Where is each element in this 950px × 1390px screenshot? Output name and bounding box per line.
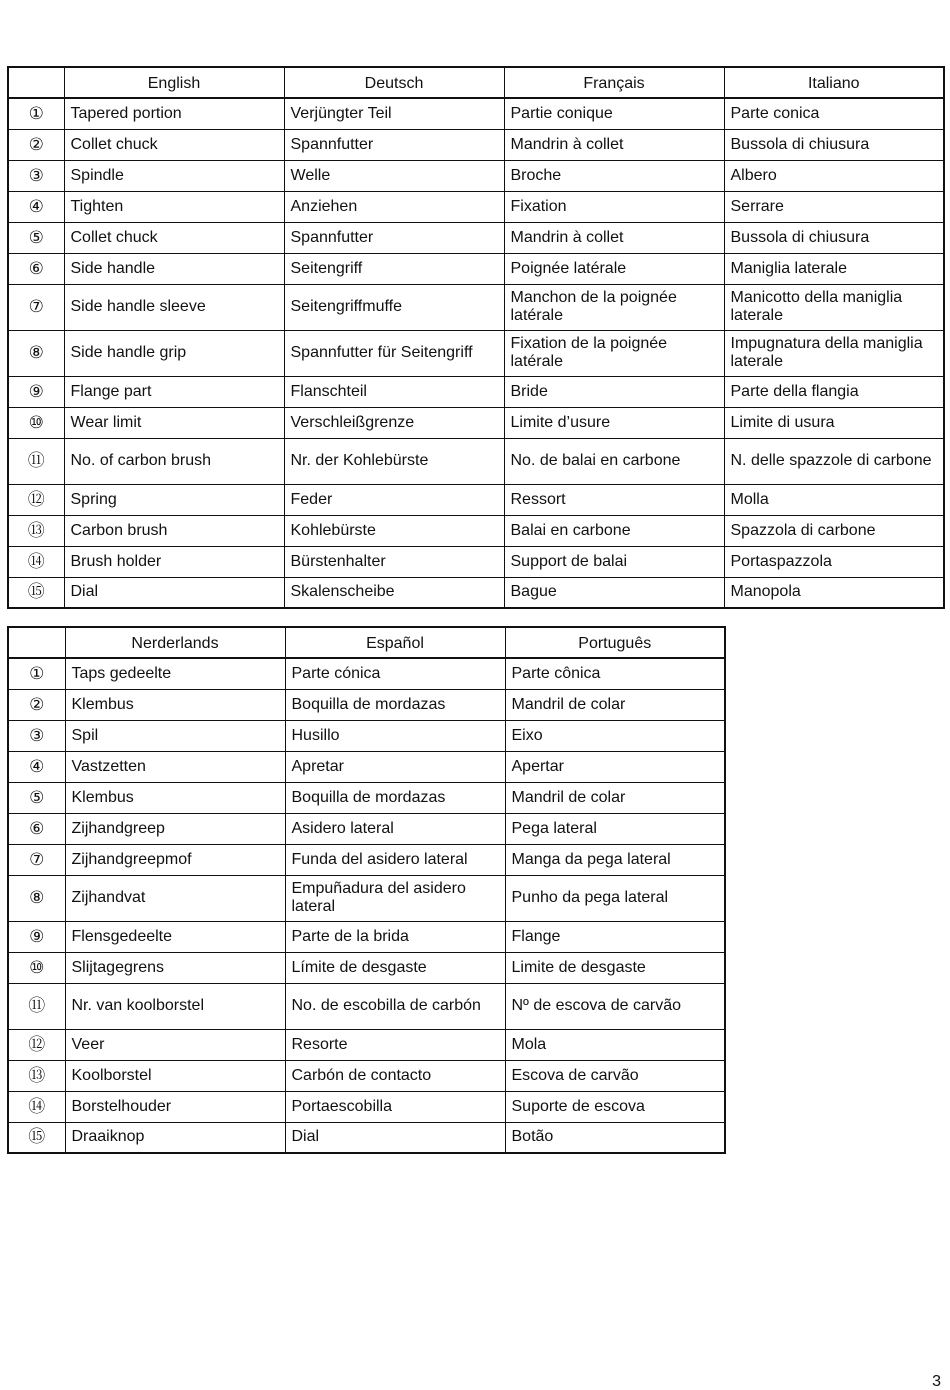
header-italiano: Italiano — [724, 67, 944, 98]
cell: Welle — [284, 160, 504, 191]
header-francais: Français — [504, 67, 724, 98]
item-number: ⑤ — [8, 222, 64, 253]
cell: Albero — [724, 160, 944, 191]
cell: Portaescobilla — [285, 1091, 505, 1122]
table-row — [8, 577, 944, 608]
header-espanol: Español — [285, 627, 505, 658]
item-number: ⑮ — [8, 577, 64, 608]
cell: Parte cónica — [285, 658, 505, 689]
cell: Manicotto della maniglia laterale — [724, 284, 944, 330]
item-number: ③ — [8, 720, 65, 751]
cell: Poignée latérale — [504, 253, 724, 284]
cell: Punho da pega lateral — [505, 875, 725, 921]
table-row — [8, 191, 944, 222]
cell: Zijhandvat — [65, 875, 285, 921]
cell: Pega lateral — [505, 813, 725, 844]
table-row — [8, 160, 944, 191]
cell: Mola — [505, 1029, 725, 1060]
table-row — [8, 1029, 725, 1060]
cell: Klembus — [65, 782, 285, 813]
item-number: ⑧ — [8, 875, 65, 921]
cell: Feder — [284, 484, 504, 515]
cell: Seitengriffmuffe — [284, 284, 504, 330]
cell: Portaspazzola — [724, 546, 944, 577]
item-number: ⑬ — [8, 1060, 65, 1091]
cell: Spindle — [64, 160, 284, 191]
cell: Koolborstel — [65, 1060, 285, 1091]
cell: Nº de escova de carvão — [505, 983, 725, 1029]
item-number: ⑮ — [8, 1122, 65, 1153]
item-number: ⑩ — [8, 407, 64, 438]
cell: Verjüngter Teil — [284, 98, 504, 129]
table-row — [8, 1060, 725, 1091]
table-row — [8, 129, 944, 160]
table-row — [8, 484, 944, 515]
cell: No. de balai en carbone — [504, 438, 724, 484]
cell: Nr. van koolborstel — [65, 983, 285, 1029]
table-row — [8, 875, 725, 921]
cell: Apretar — [285, 751, 505, 782]
cell: Wear limit — [64, 407, 284, 438]
cell: Anziehen — [284, 191, 504, 222]
page-number: 3 — [932, 1373, 941, 1390]
cell: Tighten — [64, 191, 284, 222]
cell: Maniglia laterale — [724, 253, 944, 284]
header-english: English — [64, 67, 284, 98]
cell: Mandrin à collet — [504, 222, 724, 253]
cell: N. delle spazzole di carbone — [724, 438, 944, 484]
cell: Fixation — [504, 191, 724, 222]
cell: Side handle sleeve — [64, 284, 284, 330]
table-row — [8, 407, 944, 438]
cell: Bürstenhalter — [284, 546, 504, 577]
cell: Manchon de la poignée latérale — [504, 284, 724, 330]
cell: Kohlebürste — [284, 515, 504, 546]
table-row — [8, 658, 725, 689]
item-number: ⑦ — [8, 284, 64, 330]
item-number: ⑥ — [8, 813, 65, 844]
cell: Funda del asidero lateral — [285, 844, 505, 875]
cell: Support de balai — [504, 546, 724, 577]
cell: Broche — [504, 160, 724, 191]
cell: Verschleißgrenze — [284, 407, 504, 438]
cell: Impugnatura della maniglia laterale — [724, 330, 944, 376]
cell: Taps gedeelte — [65, 658, 285, 689]
cell: Tapered portion — [64, 98, 284, 129]
table-row — [8, 1122, 725, 1153]
cell: Side handle grip — [64, 330, 284, 376]
cell: Spil — [65, 720, 285, 751]
item-number: ④ — [8, 751, 65, 782]
cell: Serrare — [724, 191, 944, 222]
header-num — [8, 67, 64, 98]
cell: Spazzola di carbone — [724, 515, 944, 546]
cell: Límite de desgaste — [285, 952, 505, 983]
item-number: ⑧ — [8, 330, 64, 376]
cell: Spannfutter — [284, 129, 504, 160]
cell: Zijhandgreep — [65, 813, 285, 844]
table-row — [8, 515, 944, 546]
item-number: ⑬ — [8, 515, 64, 546]
table-row — [8, 438, 944, 484]
cell: Flange — [505, 921, 725, 952]
table-row — [8, 253, 944, 284]
cell: Suporte de escova — [505, 1091, 725, 1122]
item-number: ⑪ — [8, 438, 64, 484]
cell: Carbon brush — [64, 515, 284, 546]
cell: Flange part — [64, 376, 284, 407]
header-nederlands: Nerderlands — [65, 627, 285, 658]
table-header-row — [8, 627, 725, 658]
cell: Parte della flangia — [724, 376, 944, 407]
cell: Ressort — [504, 484, 724, 515]
cell: Klembus — [65, 689, 285, 720]
parts-table-2 — [7, 626, 726, 1154]
cell: Vastzetten — [65, 751, 285, 782]
cell: Empuñadura del asidero lateral — [285, 875, 505, 921]
cell: Asidero lateral — [285, 813, 505, 844]
table-row — [8, 284, 944, 330]
cell: Boquilla de mordazas — [285, 689, 505, 720]
cell: Apertar — [505, 751, 725, 782]
item-number: ⑫ — [8, 1029, 65, 1060]
cell: Collet chuck — [64, 129, 284, 160]
cell: Flensgedeelte — [65, 921, 285, 952]
cell: Brush holder — [64, 546, 284, 577]
cell: Zijhandgreepmof — [65, 844, 285, 875]
cell: Limite di usura — [724, 407, 944, 438]
item-number: ④ — [8, 191, 64, 222]
item-number: ⑪ — [8, 983, 65, 1029]
cell: Spring — [64, 484, 284, 515]
item-number: ⑨ — [8, 376, 64, 407]
table-row — [8, 983, 725, 1029]
cell: Mandril de colar — [505, 689, 725, 720]
parts-table-1 — [7, 66, 945, 609]
cell: Molla — [724, 484, 944, 515]
table-row — [8, 98, 944, 129]
item-number: ⑫ — [8, 484, 64, 515]
item-number: ⑥ — [8, 253, 64, 284]
cell: No. of carbon brush — [64, 438, 284, 484]
cell: Skalenscheibe — [284, 577, 504, 608]
cell: Escova de carvão — [505, 1060, 725, 1091]
cell: Side handle — [64, 253, 284, 284]
item-number: ② — [8, 129, 64, 160]
table-row — [8, 844, 725, 875]
item-number: ② — [8, 689, 65, 720]
cell: Parte conica — [724, 98, 944, 129]
cell: Manga da pega lateral — [505, 844, 725, 875]
header-num — [8, 627, 65, 658]
item-number: ⑦ — [8, 844, 65, 875]
item-number: ⑤ — [8, 782, 65, 813]
cell: Carbón de contacto — [285, 1060, 505, 1091]
cell: Balai en carbone — [504, 515, 724, 546]
table-row — [8, 376, 944, 407]
cell: Resorte — [285, 1029, 505, 1060]
item-number: ③ — [8, 160, 64, 191]
cell: Seitengriff — [284, 253, 504, 284]
cell: Nr. der Kohlebürste — [284, 438, 504, 484]
cell: Botão — [505, 1122, 725, 1153]
cell: Bague — [504, 577, 724, 608]
item-number: ⑭ — [8, 546, 64, 577]
cell: Parte de la brida — [285, 921, 505, 952]
table-row — [8, 720, 725, 751]
cell: Collet chuck — [64, 222, 284, 253]
cell: Partie conique — [504, 98, 724, 129]
header-deutsch: Deutsch — [284, 67, 504, 98]
cell: Fixation de la poignée latérale — [504, 330, 724, 376]
table-row — [8, 222, 944, 253]
table-row — [8, 546, 944, 577]
item-number: ① — [8, 98, 64, 129]
table-header-row — [8, 67, 944, 98]
table-row — [8, 782, 725, 813]
cell: Parte cônica — [505, 658, 725, 689]
cell: Mandrin à collet — [504, 129, 724, 160]
table-row — [8, 813, 725, 844]
table-row — [8, 1091, 725, 1122]
cell: Draaiknop — [65, 1122, 285, 1153]
cell: Limite d’usure — [504, 407, 724, 438]
cell: Eixo — [505, 720, 725, 751]
cell: No. de escobilla de carbón — [285, 983, 505, 1029]
table-row — [8, 952, 725, 983]
cell: Bussola di chiusura — [724, 129, 944, 160]
item-number: ① — [8, 658, 65, 689]
cell: Dial — [64, 577, 284, 608]
cell: Husillo — [285, 720, 505, 751]
table-row — [8, 689, 725, 720]
table-row — [8, 751, 725, 782]
cell: Flanschteil — [284, 376, 504, 407]
cell: Mandril de colar — [505, 782, 725, 813]
cell: Spannfutter — [284, 222, 504, 253]
cell: Bride — [504, 376, 724, 407]
header-portugues: Português — [505, 627, 725, 658]
cell: Spannfutter für Seitengriff — [284, 330, 504, 376]
cell: Bussola di chiusura — [724, 222, 944, 253]
item-number: ⑩ — [8, 952, 65, 983]
cell: Manopola — [724, 577, 944, 608]
cell: Dial — [285, 1122, 505, 1153]
cell: Veer — [65, 1029, 285, 1060]
cell: Slijtagegrens — [65, 952, 285, 983]
table-row — [8, 921, 725, 952]
cell: Boquilla de mordazas — [285, 782, 505, 813]
item-number: ⑨ — [8, 921, 65, 952]
cell: Limite de desgaste — [505, 952, 725, 983]
item-number: ⑭ — [8, 1091, 65, 1122]
table-row — [8, 330, 944, 376]
cell: Borstelhouder — [65, 1091, 285, 1122]
